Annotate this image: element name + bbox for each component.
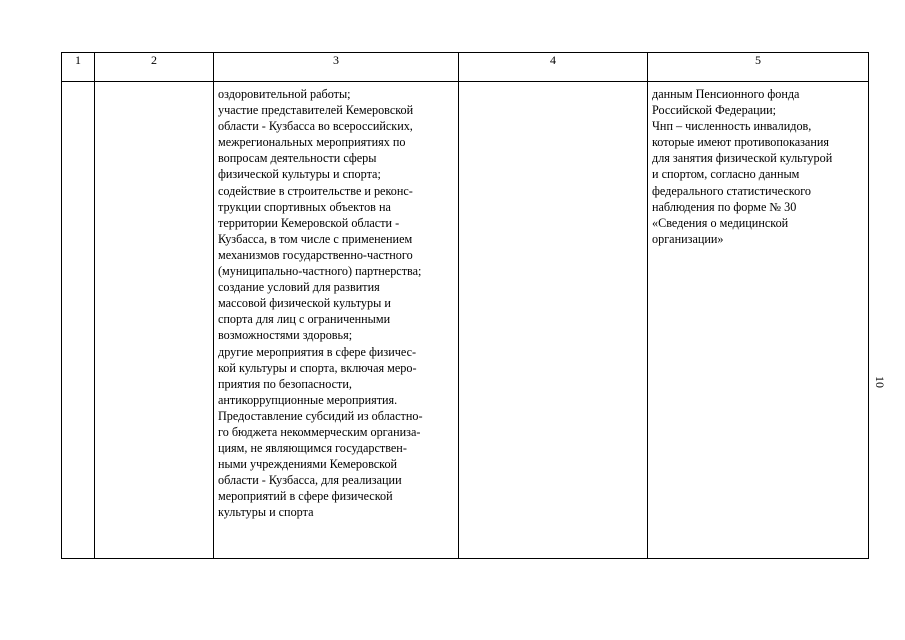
text-line: федерального статистического — [652, 183, 811, 198]
indicator-method-text — [648, 82, 868, 247]
table-header-row — [62, 53, 869, 82]
text-line: для занятия физической культурой — [652, 151, 833, 166]
column-header-4: 4 — [459, 53, 648, 82]
text-line: участие представителей Кемеровской — [218, 103, 414, 118]
column-header-5: 5 — [648, 53, 869, 82]
cell-col-3 — [214, 82, 459, 559]
measures-description-text — [214, 82, 458, 521]
text-line: Кузбасса, в том числе с применением — [218, 231, 413, 246]
text-line: массовой физической культуры и — [218, 296, 391, 311]
text-line: механизмов государственно-частного — [218, 247, 413, 262]
text-line: и спортом, согласно данным — [652, 167, 800, 182]
text-line: Российской Федерации; — [652, 103, 777, 118]
text-line: физической культуры и спорта; — [218, 167, 381, 182]
text-line: межрегиональных мероприятиях по — [218, 135, 406, 150]
text-line: Чнп – численность инвалидов, — [652, 119, 812, 134]
page-number: 10 — [873, 376, 887, 388]
text-line: создание условий для развития — [218, 280, 380, 295]
text-line: спорта для лиц с ограниченными — [218, 312, 391, 327]
text-line: трукции спортивных объектов на — [218, 199, 391, 214]
text-line: области - Кузбасса, для реализации — [218, 473, 402, 488]
text-line: мероприятий в сфере физической — [218, 489, 393, 504]
text-line: другие мероприятия в сфере физичес- — [218, 344, 417, 359]
text-line: области - Кузбасса во всероссийских, — [218, 119, 413, 134]
text-line: данным Пенсионного фонда — [652, 87, 800, 101]
cell-col-1 — [62, 82, 95, 559]
text-line: оздоровительной работы; — [218, 87, 351, 101]
column-header-3: 3 — [214, 53, 459, 82]
text-line: Предоставление субсидий из областно- — [218, 408, 423, 423]
text-line: возможностями здоровья; — [218, 328, 353, 343]
cell-col-4 — [459, 82, 648, 559]
text-line: го бюджета некоммерческим организа- — [218, 424, 421, 439]
text-line: (муниципально-частного) партнерства; — [218, 264, 422, 279]
text-line: приятия по безопасности, — [218, 376, 352, 391]
document-table-wrapper — [61, 52, 868, 559]
text-line: ными учреждениями Кемеровской — [218, 457, 398, 472]
column-header-2: 2 — [95, 53, 214, 82]
text-line: организации» — [652, 231, 724, 246]
text-line: которые имеют противопоказания — [652, 135, 829, 150]
text-line: содействие в строительстве и реконс- — [218, 183, 413, 198]
text-line: антикоррупционные мероприятия. — [218, 392, 398, 407]
text-line: «Сведения о медицинской — [652, 215, 789, 230]
column-header-1: 1 — [62, 53, 95, 82]
text-line: культуры и спорта — [218, 505, 314, 520]
cell-col-2 — [95, 82, 214, 559]
text-line: наблюдения по форме № 30 — [652, 199, 797, 214]
table-row — [62, 82, 869, 559]
text-line: циям, не являющимся государствен- — [218, 441, 407, 456]
cell-col-5 — [648, 82, 869, 559]
document-table — [61, 52, 869, 559]
text-line: вопросам деятельности сферы — [218, 151, 377, 166]
text-line: территории Кемеровской области - — [218, 215, 400, 230]
text-line: кой культуры и спорта, включая меро- — [218, 360, 417, 375]
